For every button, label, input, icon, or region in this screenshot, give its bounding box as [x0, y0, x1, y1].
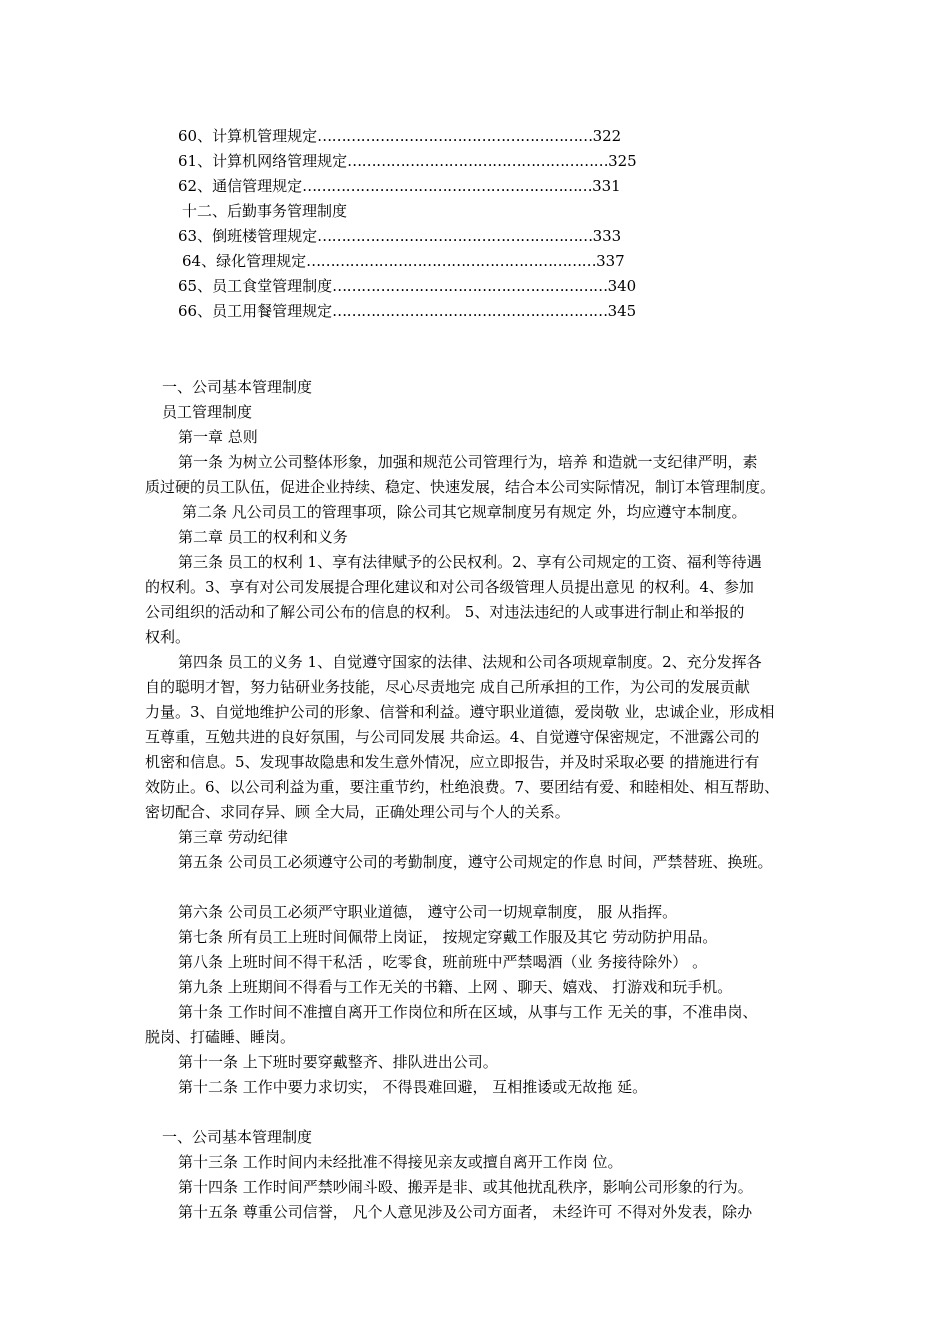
article-text: 公司组织的活动和了解公司公布的信息的权利。 5、对违法违纪的人或事进行制止和举报的 [145, 603, 745, 621]
article-text: 效防止。6、以公司利益为重，要注重节约，杜绝浪费。7、要团结有爱、和睦相处、相互帮助、 [145, 778, 780, 796]
toc-leader-dots: …………………………………………………… [306, 252, 597, 270]
chapter-heading: 第二章 员工的权利和义务 [178, 528, 348, 546]
toc-leader-dots: …………………………………………………… [302, 177, 593, 195]
article-text: 第九条 上班期间不得看与工作无关的书籍、上网 、聊天、嬉戏、 打游戏和玩手机。 [178, 978, 733, 996]
toc-entry-label: 60、计算机管理规定 [178, 127, 318, 145]
article-text: 密切配合、求同存异、顾 全大局，正确处理公司与个人的关系。 [145, 803, 570, 821]
toc-entry[interactable] [178, 126, 678, 146]
toc-page-number: 322 [592, 127, 622, 145]
article-text: 权利。 [145, 628, 191, 646]
article-text: 力量。3、自觉地维护公司的形象、信誉和利益。遵守职业道德，爱岗敬 业，忠诚企业，形成相 [145, 703, 775, 721]
subsection-heading: 员工管理制度 [162, 403, 253, 421]
article-text: 第十条 工作时间不准擅自离开工作岗位和所在区域，从事与工作 无关的事，不准串岗、 [178, 1003, 758, 1021]
toc-entry[interactable] [178, 276, 678, 296]
article-text: 第十四条 工作时间严禁吵闹斗殴、搬弄是非、或其他扰乱秩序，影响公司形象的行为。 [178, 1178, 753, 1196]
toc-page-number: 331 [592, 177, 621, 195]
article-text: 第四条 员工的义务 1、自觉遵守国家的法律、法规和公司各项规章制度。2、充分发挥各 [178, 653, 762, 671]
article-text: 第八条 上班时间不得干私活 ，吃零食，班前班中严禁喝酒（业 务接待除外） 。 [178, 953, 708, 971]
toc-entry-label: 62、通信管理规定 [178, 177, 303, 195]
toc-page-number: 333 [592, 227, 622, 245]
toc-entry-label: 65、员工食堂管理制度 [178, 277, 333, 295]
toc-page-number: 345 [607, 302, 637, 320]
article-text: 第五条 公司员工必须遵守公司的考勤制度，遵守公司规定的作息 时间，严禁替班、换班。 [178, 853, 773, 871]
toc-leader-dots: ………………………………………………… [317, 227, 593, 245]
toc-entry-label: 64、绿化管理规定 [182, 252, 307, 270]
section-heading: 一、公司基本管理制度 [162, 1128, 313, 1146]
article-text: 质过硬的员工队伍，促进企业持续、稳定、快速发展，结合本公司实际情况，制订本管理制度。 [145, 478, 776, 496]
chapter-heading: 第三章 劳动纪律 [178, 828, 288, 846]
article-text: 第十三条 工作时间内未经批准不得接见亲友或擅自离开工作岗 位。 [178, 1153, 623, 1171]
article-text: 第二条 凡公司员工的管理事项，除公司其它规章制度另有规定 外，均应遵守本制度。 [182, 503, 747, 521]
article-text: 第三条 员工的权利 1、享有法律赋予的公民权利。2、享有公司规定的工资、福利等待遇 [178, 553, 762, 571]
toc-entry-label: 十二、后勤事务管理制度 [182, 202, 348, 220]
article-text: 第一条 为树立公司整体形象，加强和规范公司管理行为，培养 和造就一支纪律严明，素 [178, 453, 758, 471]
toc-entry[interactable] [182, 251, 682, 271]
toc-leader-dots: ………………………………………………… [332, 277, 608, 295]
article-text: 机密和信息。5、发现事故隐患和发生意外情况，应立即报告，并及时采取必要 的措施进行有 [145, 753, 760, 771]
toc-entry[interactable] [178, 151, 678, 171]
toc-entry[interactable] [178, 226, 678, 246]
toc-leader-dots: ………………………………………………… [332, 302, 608, 320]
article-text: 互尊重，互勉共进的良好氛围，与公司同发展 共命运。4、自觉遵守保密规定，不泄露公司的 [145, 728, 760, 746]
toc-entry-label: 66、员工用餐管理规定 [178, 302, 333, 320]
section-heading: 一、公司基本管理制度 [162, 378, 313, 396]
toc-entry-label: 63、倒班楼管理规定 [178, 227, 318, 245]
article-text: 第十一条 上下班时要穿戴整齐、排队进出公司。 [178, 1053, 498, 1071]
article-text: 第十五条 尊重公司信誉， 凡个人意见涉及公司方面者， 未经许可 不得对外发表，除办 [178, 1203, 753, 1221]
chapter-heading: 第一章 总则 [178, 428, 258, 446]
toc-entry[interactable] [178, 301, 678, 321]
article-text: 第六条 公司员工必须严守职业道德， 遵守公司一切规章制度， 服 从指挥。 [178, 903, 678, 921]
article-text: 的权利。3、享有对公司发展提合理化建议和对公司各级管理人员提出意见 的权利。4、参加 [145, 578, 754, 596]
toc-page-number: 340 [607, 277, 637, 295]
article-text: 自的聪明才智，努力钻研业务技能，尽心尽责地完 成自己所承担的工作，为公司的发展贡献 [145, 678, 750, 696]
article-text: 第十二条 工作中要力求切实， 不得畏难回避， 互相推诿或无故拖 延。 [178, 1078, 648, 1096]
toc-page-number: 325 [608, 152, 637, 170]
article-text: 第七条 所有员工上班时间佩带上岗证， 按规定穿戴工作服及其它 劳动防护用品。 [178, 928, 718, 946]
toc-leader-dots: ……………………………………………… [347, 152, 609, 170]
toc-page-number: 337 [596, 252, 625, 270]
toc-leader-dots: ………………………………………………… [317, 127, 593, 145]
article-text: 脱岗、打磕睡、睡岗。 [145, 1028, 296, 1046]
toc-entry-label: 61、计算机网络管理规定 [178, 152, 348, 170]
toc-entry[interactable] [178, 176, 678, 196]
toc-section-heading [182, 201, 682, 221]
